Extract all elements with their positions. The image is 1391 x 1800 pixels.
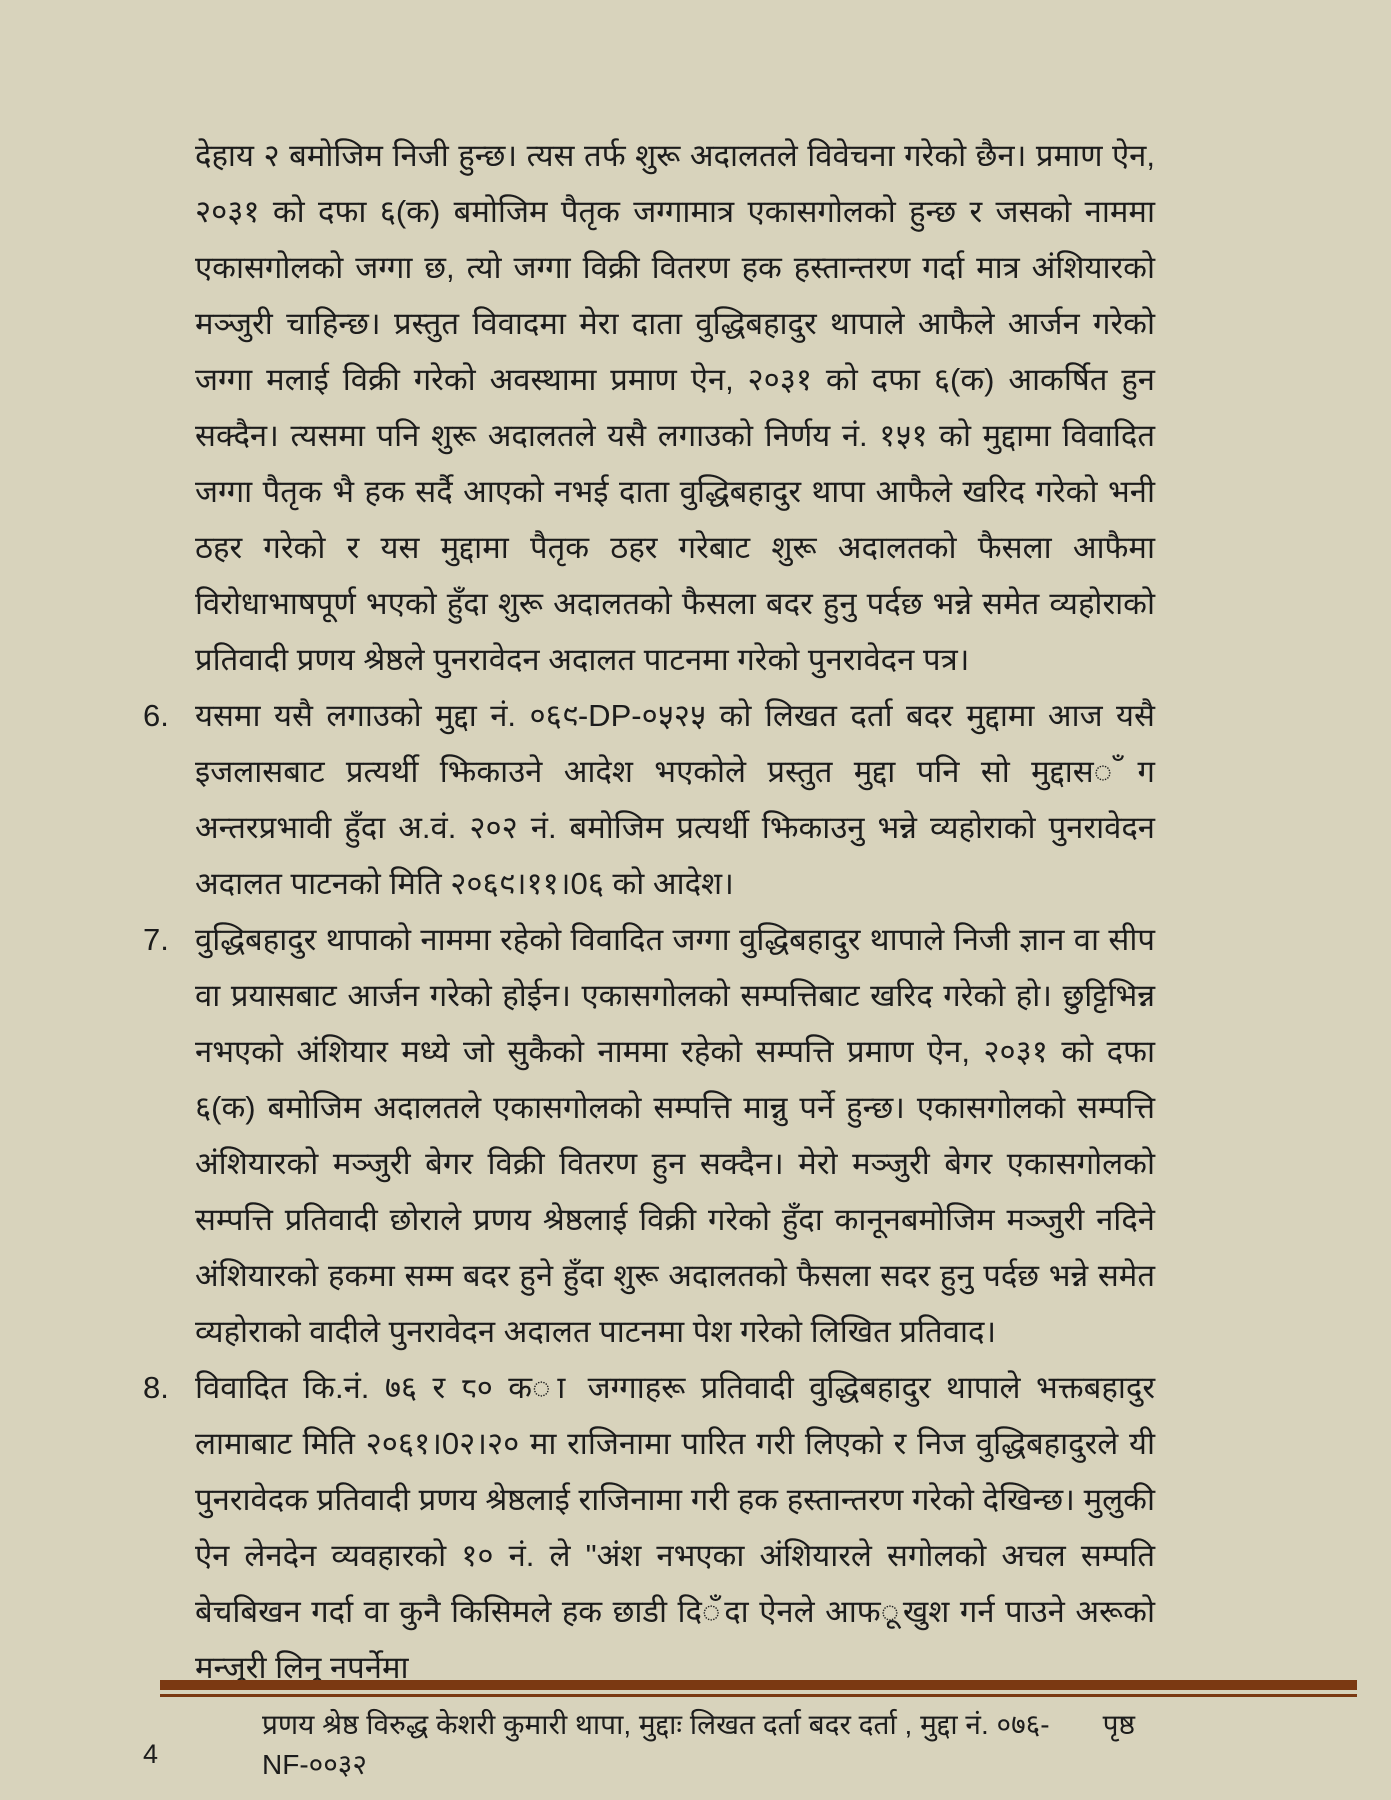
footer-case-line: प्रणय श्रेष्ठ विरुद्ध केशरी कुमारी थापा, मुद्दाः लिखत दर्ता बदर दर्ता , मुद्दा नं. ०७६-NF-००३२ [262,1709,1050,1780]
list-item-8 [143,1360,1155,1696]
page-number: 4 [143,1739,159,1769]
document-body [143,128,1155,1696]
list-item-text: विवादित कि.नं. ७६ र ८० क◌ा जग्गाहरू प्रतिवादी वुद्धिबहादुर थापाले भक्तबहादुर लामाबाट मिति २०६१।0२।२० मा राजिनामा पारित गरी लिएको र निज वुद्धिबहादुरले यी पुनरावेदक प्रतिवादी प्रणय श्रेष्ठलाई राजिनामा गरी हक हस्तान्तरण गरेको देखिन्छ। मुलुकी ऐन लेनदेन व्यवहारको १० नं. ले "अंश नभएका अंशियारले सगोलको अचल सम्पति बेचबिखन गर्दा वा कुनै किसिमले हक छाडी दि◌ँदा ऐनले आफ◌ूखुश गर्न पाउने अरूको मन्जुरी लिनु नपर्नेमा [195,1370,1155,1685]
page-footer [160,1680,1357,1785]
footer-text-row [160,1697,1357,1785]
list-item-number: 8. [143,1370,169,1405]
footer-page-label: पृष्ठ [1102,1709,1135,1740]
paragraph-continuation: देहाय २ बमोजिम निजी हुन्छ। त्यस तर्फ शुरू अदालतले विवेचना गरेको छैन। प्रमाण ऐन, २०३१ को दफा ६(क) बमोजिम पैतृक जग्गामात्र एकासगोलको हुन्छ र जसको नाममा एकासगोलको जग्गा छ, त्यो जग्गा विक्री वितरण हक हस्तान्तरण गर्दा मात्र अंशियारको मञ्जुरी चाहिन्छ। प्रस्तुत विवादमा मेरा दाता वुद्धिबहादुर थापाले आफैले आर्जन गरेको जग्गा मलाई विक्री गरेको अवस्थामा प्रमाण ऐन, २०३१ को दफा ६(क) आकर्षित हुन सक्दैन। त्यसमा पनि शुरू अदालतले यसै लगाउको निर्णय नं. १५१ को मुद्दामा विवादित जग्गा पैतृक भै हक सर्दै आएको नभई दाता वुद्धिबहादुर थापा आफैले खरिद गरेको भनी ठहर गरेको र यस मुद्दामा पैतृक ठहर गरेबाट शुरू अदालतको फैसला आफैमा विरोधाभाषपूर्ण भएको हुँदा शुरू अदालतको फैसला बदर हुनु पर्दछ भन्ने समेत व्यहोराको प्रतिवादी प्रणय श्रेष्ठले पुनरावेदन अदालत पाटनमा गरेको पुनरावेदन पत्र। [195,138,1155,677]
list-item-6 [143,688,1155,912]
list-item-number: 7. [143,922,169,957]
list-item-number: 6. [143,698,169,733]
list-item-7 [143,912,1155,1360]
footer-rule [160,1680,1357,1697]
list-item-text: यसमा यसै लगाउको मुद्दा नं. ०६९-DP-०५२५ को लिखत दर्ता बदर मुद्दामा आज यसै इजलासबाट प्रत्यर्थी झिकाउने आदेश भएकोले प्रस्तुत मुद्दा पनि सो मुद्दास◌ँग अन्तरप्रभावी हुँदा अ.वं. २०२ नं. बमोजिम प्रत्यर्थी झिकाउनु भन्ने व्यहोराको पुनरावेदन अदालत पाटनको मिति २०६९।११।0६ को आदेश। [195,698,1155,901]
list-item-text: वुद्धिबहादुर थापाको नाममा रहेको विवादित जग्गा वुद्धिबहादुर थापाले निजी ज्ञान वा सीप वा प्रयासबाट आर्जन गरेको होईन। एकासगोलको सम्पत्तिबाट खरिद गरेको हो। छुट्टिभिन्न नभएको अंशियार मध्ये जो सुकैको नाममा रहेको सम्पत्ति प्रमाण ऐन, २०३१ को दफा ६(क) बमोजिम अदालतले एकासगोलको सम्पत्ति मान्नु पर्ने हुन्छ। एकासगोलको सम्पत्ति अंशियारको मञ्जुरी बेगर विक्री वितरण हुन सक्दैन। मेरो मञ्जुरी बेगर एकासगोलको सम्पत्ति प्रतिवादी छोराले प्रणय श्रेष्ठलाई विक्री गरेको हुँदा कानूनबमोजिम मञ्जुरी नदिने अंशियारको हकमा सम्म बदर हुने हुँदा शुरू अदालतको फैसला सदर हुनु पर्दछ भन्ने समेत व्यहोराको वादीले पुनरावेदन अदालत पाटनमा पेश गरेको लिखित प्रतिवाद। [195,922,1155,1349]
